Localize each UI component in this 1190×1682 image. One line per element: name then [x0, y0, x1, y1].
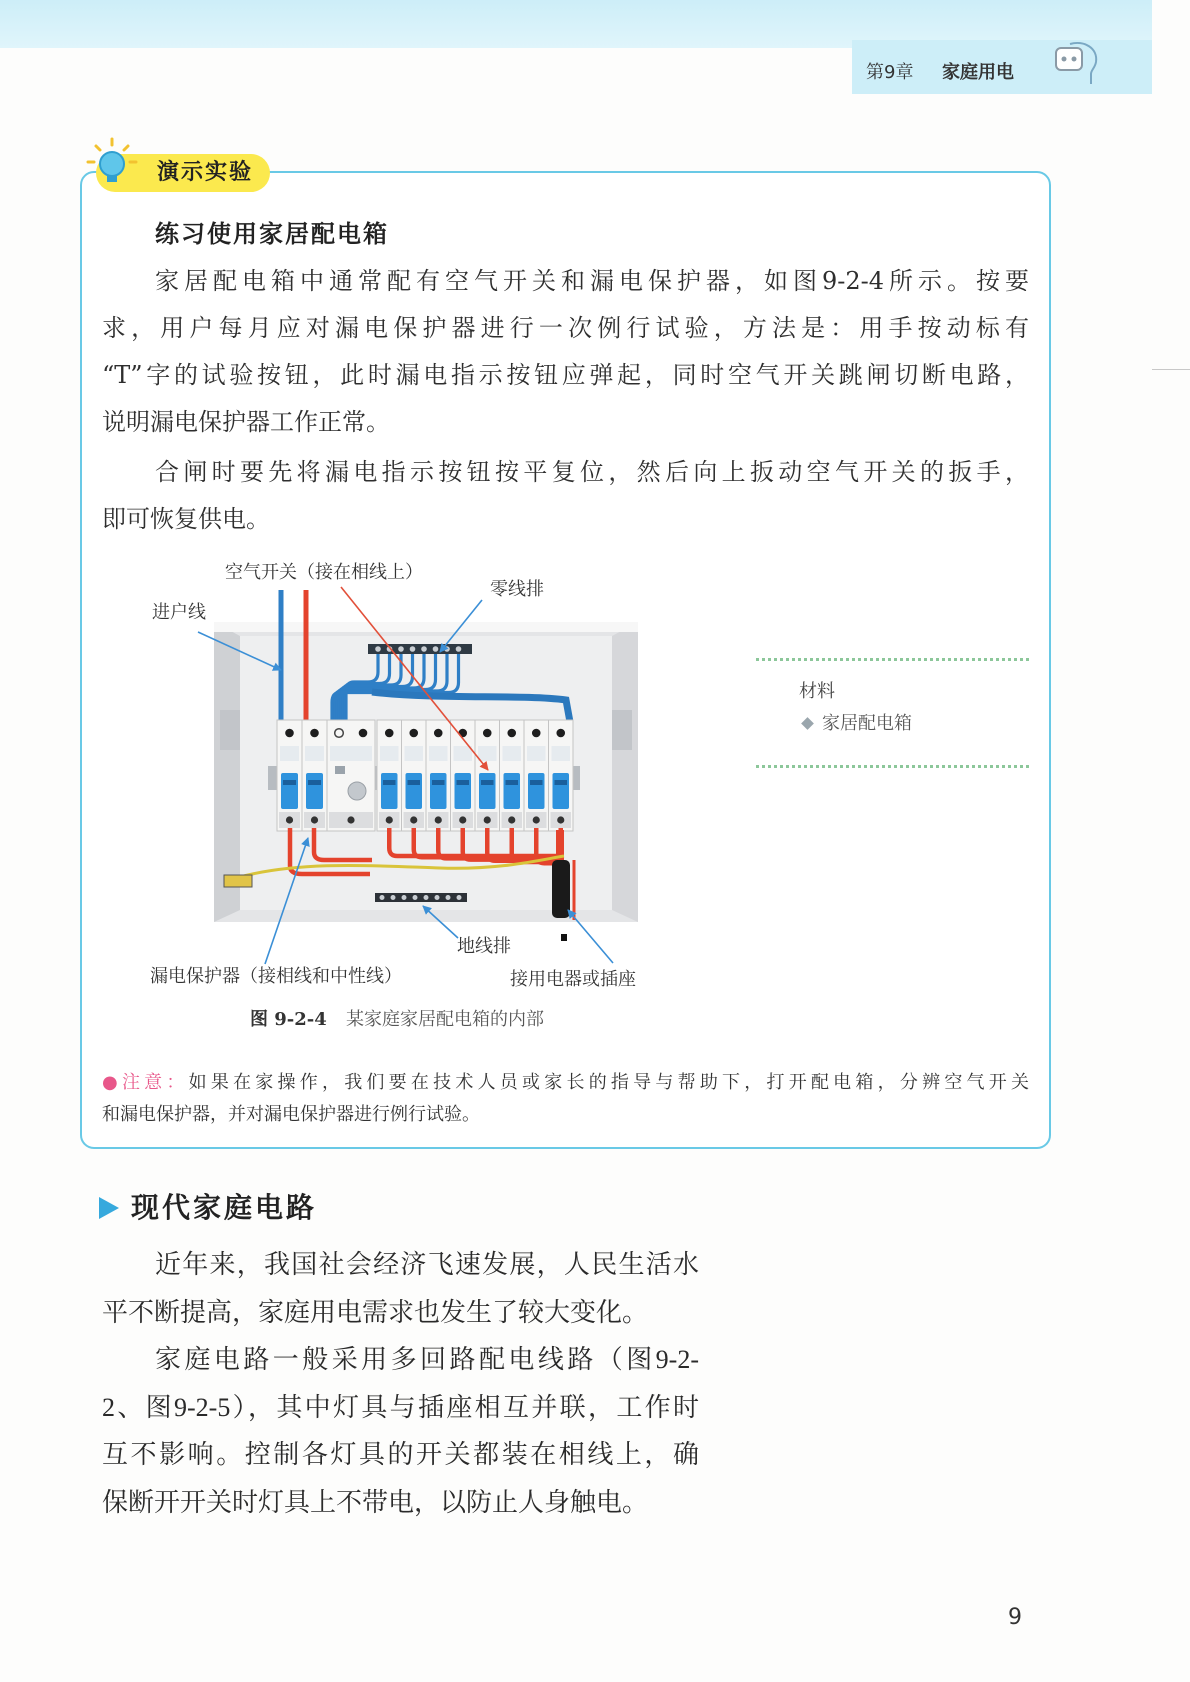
breaker-toggle: [479, 773, 496, 809]
photo-mark: [561, 934, 567, 941]
text-line: 平不断提高，家庭用电需求也发生了较大变化。: [102, 1297, 649, 1327]
left-terminal-block: [224, 875, 252, 887]
note-line: [102, 1067, 1029, 1099]
ground-bar: [375, 893, 467, 902]
left-bracket: [220, 710, 240, 750]
breaker-module: [475, 720, 500, 831]
text-line: 互不影响。控制各灯具的开关都装在相线上，确: [102, 1440, 699, 1469]
enclosure-top-rim: [214, 622, 638, 632]
text-line: 近年来，我国社会经济飞速发展，人民生活水: [155, 1250, 699, 1279]
breaker-toggle: [430, 773, 447, 809]
breaker-toggle: [406, 773, 423, 809]
breaker-module: [377, 720, 402, 831]
text-line: 家庭电路一般采用多回路配电线路（图9-2-: [155, 1345, 699, 1374]
toggle-slot: [383, 780, 396, 785]
breaker-module: [426, 720, 451, 831]
module-label-strip: [454, 746, 473, 761]
neutral-bar-screw: [433, 646, 439, 652]
module-label-strip: [280, 746, 299, 761]
terminal-screw: [386, 816, 393, 823]
toggle-slot: [530, 780, 543, 785]
module-label-strip: [380, 746, 399, 761]
text-line: “T”字的试验按钮，此时漏电指示按钮应弹起，同时空气开关跳闸切断电路，: [102, 361, 1029, 389]
text-line: 保断开开关时灯具上不带电，以防止人身触电。: [102, 1487, 649, 1517]
figure-caption-text: 某家庭家居配电箱的内部: [346, 1009, 544, 1030]
label-incoming-line: 进户线: [152, 602, 206, 623]
toggle-slot: [457, 780, 470, 785]
terminal-screw: [410, 816, 417, 823]
materials-divider-bottom: [756, 765, 1029, 768]
chapter-title: 家庭用电: [942, 62, 1014, 83]
neutral-bar-screw: [421, 646, 427, 652]
enclosure-right-wall: [612, 622, 638, 922]
breaker-module: [451, 720, 476, 831]
terminal-screw: [347, 816, 354, 823]
breaker-toggle: [528, 773, 545, 809]
text-line: 2、图9-2-5），其中灯具与插座相互并联，工作时: [102, 1392, 699, 1422]
text-line: 合闸时要先将漏电指示按钮按平复位，然后向上扳动空气开关的扳手，: [155, 458, 1029, 486]
terminal-screw: [507, 729, 516, 738]
ground-bar-screw: [446, 895, 451, 900]
module-label-strip: [330, 746, 372, 761]
materials-divider-top: [756, 658, 1029, 661]
terminal-screw: [385, 729, 394, 738]
terminal-screw: [483, 729, 492, 738]
figure-caption-number: 图 9-2-4: [250, 1009, 327, 1030]
terminal-screw: [557, 816, 564, 823]
breaker-module: [302, 720, 327, 831]
distribution-box-photo: [214, 590, 638, 922]
text-line: 家居配电箱中通常配有空气开关和漏电保护器，如图9-2-4所示。按要: [155, 267, 1029, 295]
leakage-protector-module: [327, 720, 375, 831]
right-bracket: [612, 710, 632, 750]
section-triangle-icon: [99, 1197, 119, 1219]
terminal-screw: [532, 729, 541, 738]
ground-bar-screw: [380, 895, 385, 900]
ground-bar-screw: [391, 895, 396, 900]
test-button: [335, 766, 345, 774]
ground-bar-screw: [424, 895, 429, 900]
module-label-strip: [429, 746, 448, 761]
cable-exit: [552, 860, 570, 918]
terminal-screw: [508, 816, 515, 823]
breaker-toggle: [553, 773, 570, 809]
module-label-strip: [552, 746, 571, 761]
breaker-toggle: [281, 773, 298, 809]
demo-title: 练习使用家居配电箱: [155, 220, 389, 248]
breaker-toggle: [455, 773, 472, 809]
label-ground-bar: 地线排: [457, 936, 511, 957]
breaker-toggle: [504, 773, 521, 809]
terminal-screw: [285, 729, 294, 738]
neutral-bar-screw: [375, 646, 381, 652]
page-number: 9: [1008, 1605, 1022, 1630]
materials-item: 家居配电箱: [822, 713, 912, 734]
text-line: 即可恢复供电。: [102, 505, 270, 533]
label-outlet: 接用电器或插座: [510, 969, 636, 990]
toggle-slot: [283, 780, 296, 785]
terminal-screw: [556, 729, 565, 738]
note-label: 注意：: [121, 1072, 189, 1093]
ground-bar-screw: [457, 895, 462, 900]
breaker-row: [277, 720, 573, 831]
toggle-slot: [481, 780, 494, 785]
label-air-switch: 空气开关（接在相线上）: [225, 562, 423, 583]
terminal-screw: [434, 729, 443, 738]
breaker-module: [500, 720, 525, 831]
socket-head-icon: [1050, 38, 1102, 90]
breaker-module: [277, 720, 302, 831]
neutral-bar-screw: [456, 646, 462, 652]
toggle-slot: [506, 780, 519, 785]
materials-title: 材料: [799, 681, 835, 702]
note-text: 如果在家操作，我们要在技术人员或家长的指导与帮助下，打开配电箱，分辨空气开关: [188, 1072, 1029, 1093]
neutral-bar-screw: [410, 646, 416, 652]
terminal-screw: [484, 816, 491, 823]
demo-paragraph-1: [102, 258, 1029, 446]
ground-bar-screw: [413, 895, 418, 900]
terminal-screw: [409, 729, 418, 738]
terminal-screw: [286, 816, 293, 823]
leakage-indicator-button: [348, 782, 366, 800]
breaker-toggle: [306, 773, 323, 809]
chapter-number: 第9章: [866, 62, 914, 83]
terminal-screw: [311, 816, 318, 823]
breaker-module: [549, 720, 574, 831]
neutral-bar-screw: [444, 646, 450, 652]
text-line: 说明漏电保护器工作正常。: [102, 408, 390, 436]
terminal-screw: [533, 816, 540, 823]
label-neutral-bar: 零线排: [490, 579, 544, 600]
module-label-strip: [503, 746, 522, 761]
text-line: 求，用户每月应对漏电保护器进行一次例行试验，方法是：用手按动标有: [102, 314, 1029, 342]
toggle-slot: [408, 780, 421, 785]
terminal-screw: [459, 816, 466, 823]
terminal-screw: [435, 816, 442, 823]
terminal-screw: [310, 729, 319, 738]
module-label-strip: [305, 746, 324, 761]
note-bullet: ●: [102, 1072, 122, 1093]
toggle-slot: [308, 780, 321, 785]
section-body: [102, 1241, 699, 1526]
breaker-toggle: [381, 773, 398, 809]
distribution-box-figure: [140, 560, 660, 1000]
module-label-strip: [405, 746, 424, 761]
demo-label: 演示实验: [157, 160, 254, 185]
module-label-strip: [527, 746, 546, 761]
module-label-strip: [478, 746, 497, 761]
note-line: 和漏电保护器，并对漏电保护器进行例行试验。: [102, 1104, 480, 1125]
ground-bar-screw: [402, 895, 407, 900]
margin-mark: [1152, 369, 1190, 370]
toggle-slot: [555, 780, 568, 785]
section-title: 现代家庭电路: [131, 1191, 318, 1224]
demo-paragraph-2: [102, 449, 1029, 543]
safety-note: [102, 1067, 1029, 1131]
toggle-slot: [432, 780, 445, 785]
terminal-screw: [359, 729, 368, 738]
breaker-module: [402, 720, 427, 831]
neutral-bar-screw: [398, 646, 404, 652]
breaker-module: [524, 720, 549, 831]
lightbulb-icon: [82, 136, 142, 192]
ground-bar-screw: [435, 895, 440, 900]
label-leakage-protector: 漏电保护器（接相线和中性线）: [150, 966, 402, 987]
